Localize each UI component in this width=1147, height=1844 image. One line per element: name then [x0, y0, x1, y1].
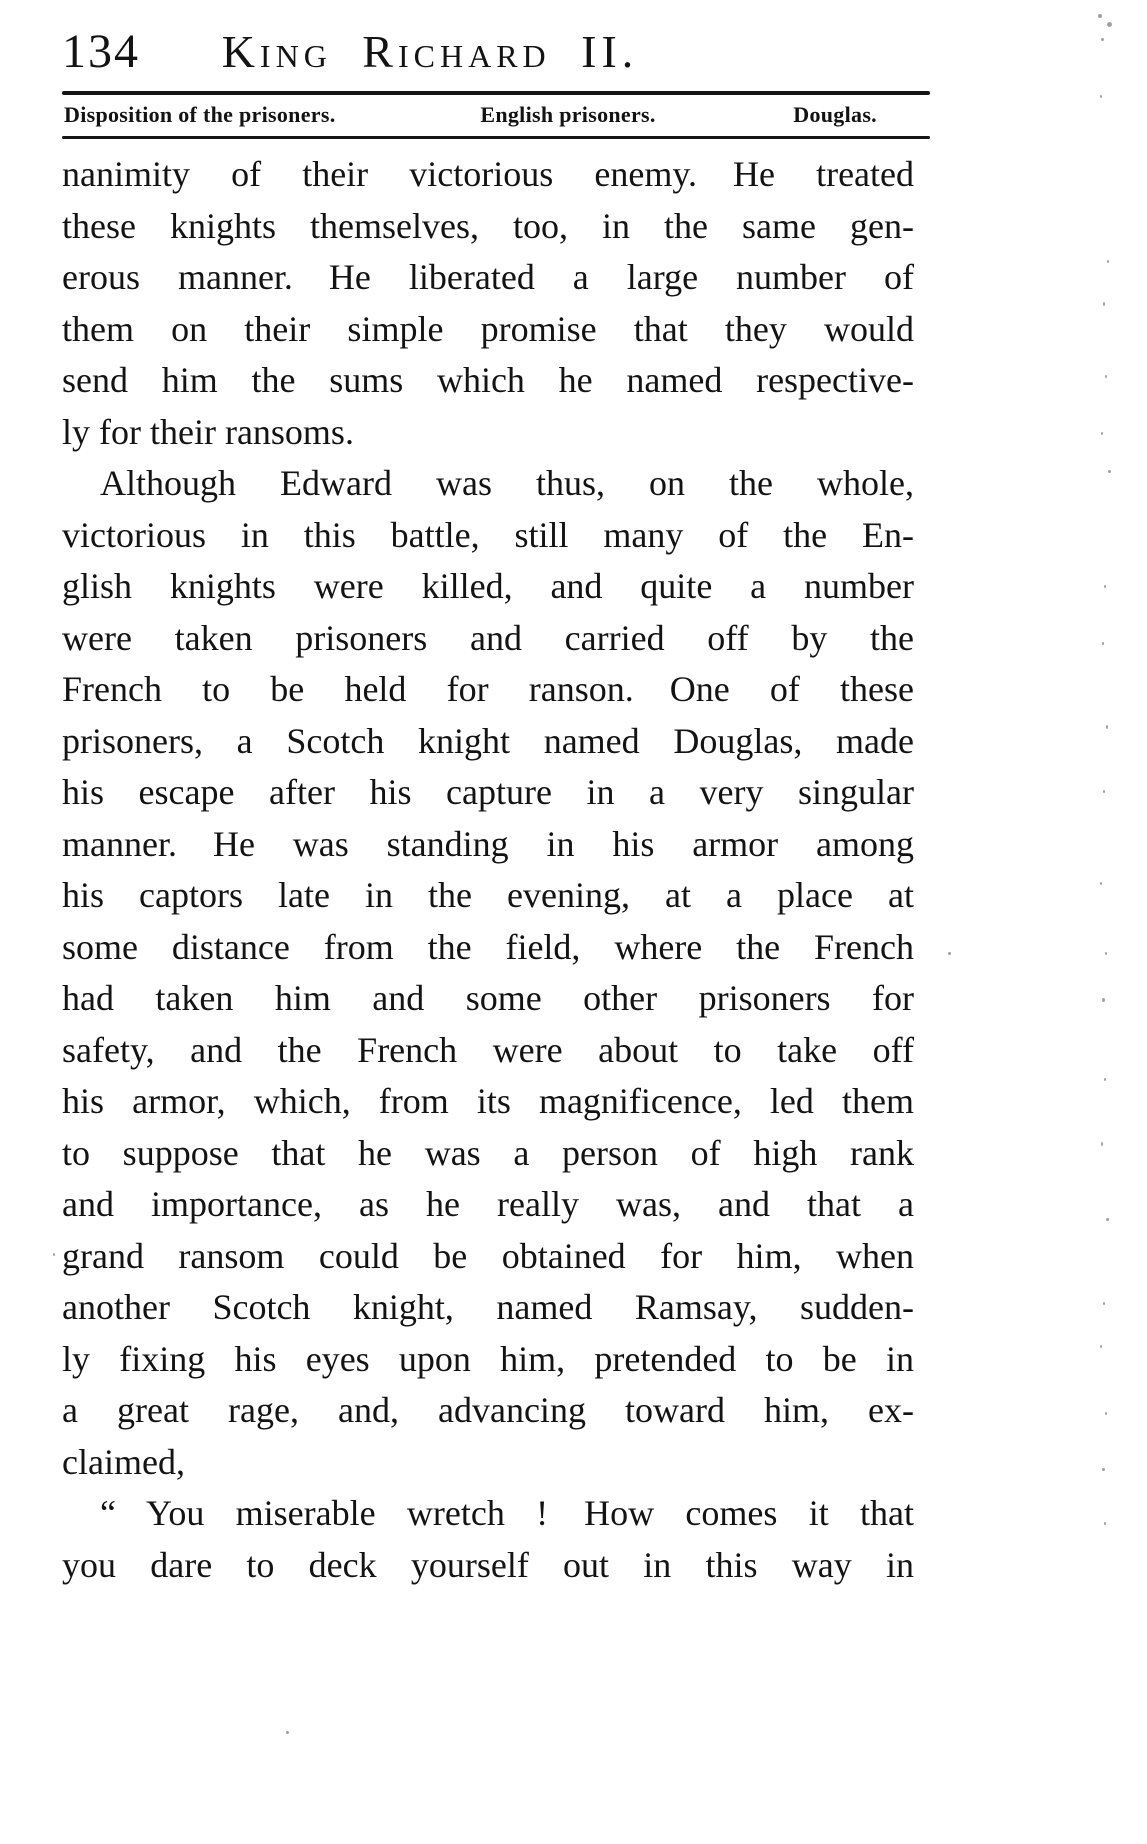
text-line: another Scotch knight, named Ramsay, sudden-	[62, 1287, 914, 1327]
scan-speckle	[1100, 882, 1102, 885]
paragraph	[62, 1488, 914, 1591]
text-line: erous manner. He liberated a large number of	[62, 257, 914, 297]
page-number: 134	[62, 25, 140, 78]
text-line: Although Edward was thus, on the whole,	[100, 463, 914, 503]
text-line: some distance from the field, where the French	[62, 926, 914, 967]
scan-speckle	[53, 1253, 55, 1256]
text-line: you dare to deck yourself out in this way in	[62, 1544, 914, 1585]
scan-speckle	[1103, 1302, 1105, 1305]
scan-speckle	[1098, 14, 1102, 18]
scan-speckle	[1101, 432, 1103, 435]
text-line: these knights themselves, too, in the same gen-	[62, 205, 914, 246]
text-line: French to be held for ranson. One of these	[62, 669, 914, 709]
text-line: were taken prisoners and carried off by the	[62, 617, 914, 658]
text-line: manner. He was standing in his armor among	[62, 823, 914, 864]
masthead	[62, 0, 930, 79]
running-head-center: English prisoners.	[480, 102, 656, 127]
scan-speckle	[1105, 1412, 1107, 1415]
running-head	[62, 95, 930, 136]
text-line: glish knights were killed, and quite a number	[62, 566, 914, 606]
page-title: King Richard II.	[221, 26, 639, 77]
scan-speckle	[1103, 790, 1105, 793]
scan-speckle	[1104, 585, 1106, 588]
text-line: them on their simple promise that they would	[62, 308, 914, 349]
text-line: ly for their ransoms.	[62, 411, 354, 452]
header-rule-bottom	[62, 136, 930, 139]
text-line: ly fixing his eyes upon him, pretended to be in	[62, 1338, 914, 1379]
text-line: his captors late in the evening, at a place at	[62, 875, 914, 915]
text-line: nanimity of their victorious enemy. He treated	[62, 154, 914, 194]
scan-speckle	[948, 952, 951, 955]
scan-speckle	[286, 1731, 289, 1734]
text-line: prisoners, a Scotch knight named Douglas, made	[62, 720, 914, 761]
scan-speckle	[1106, 725, 1108, 729]
scan-speckle	[1107, 260, 1109, 263]
running-head-left: Disposition of the prisoners.	[64, 102, 336, 127]
text-line: a great rage, and, advancing toward him, ex-	[62, 1390, 914, 1430]
scan-speckle	[1106, 1218, 1109, 1221]
text-line: grand ransom could be obtained for him, when	[62, 1235, 914, 1276]
paragraph	[62, 149, 914, 458]
text-line: his armor, which, from its magnificence, led them	[62, 1081, 914, 1121]
scan-speckle	[1103, 302, 1105, 306]
body-text	[62, 149, 930, 1591]
text-line: had taken him and some other prisoners for	[62, 978, 914, 1018]
scan-speckle	[1102, 1468, 1105, 1471]
running-head-right: Douglas.	[793, 102, 877, 127]
text-line: safety, and the French were about to take off	[62, 1029, 914, 1070]
text-line: “ You miserable wretch ! How comes it that	[100, 1493, 914, 1533]
scan-speckle	[1104, 1522, 1106, 1525]
scan-speckle	[1101, 38, 1104, 41]
scan-speckle	[1100, 1345, 1102, 1348]
text-line: send him the sums which he named respective-	[62, 360, 914, 400]
text-line: victorious in this battle, still many of the En-	[62, 514, 914, 555]
scan-speckle	[1104, 1078, 1106, 1081]
text-line: his escape after his capture in a very singular	[62, 772, 914, 812]
text-line: to suppose that he was a person of high rank	[62, 1132, 914, 1173]
page-content	[62, 0, 930, 1591]
scan-speckle	[1107, 22, 1112, 27]
text-line: and importance, as he really was, and that a	[62, 1184, 914, 1224]
scan-speckle	[1108, 470, 1111, 473]
text-line: claimed,	[62, 1441, 185, 1482]
scan-speckle	[1105, 952, 1107, 955]
scan-speckle	[1105, 375, 1107, 378]
paragraph	[62, 458, 914, 1488]
scan-speckle	[1102, 998, 1105, 1002]
scan-speckle	[1101, 1142, 1103, 1146]
scan-speckle	[1102, 642, 1104, 645]
scan-speckle	[1100, 95, 1102, 98]
